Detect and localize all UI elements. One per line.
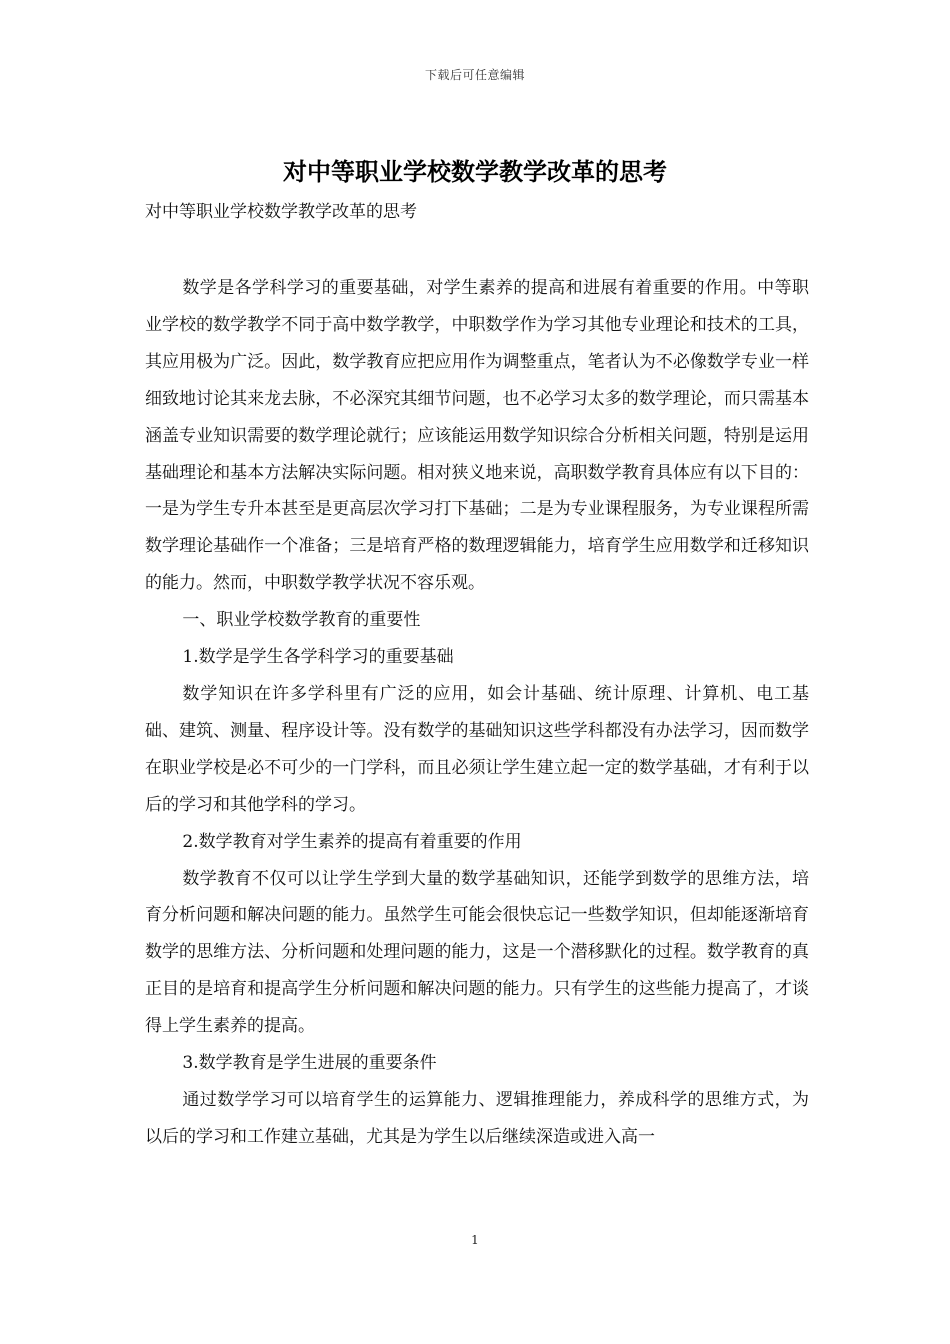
page-number: 1 — [471, 1233, 479, 1247]
subheading-3: 3.数学教育是学生进展的重要条件 — [182, 1053, 437, 1074]
document-body — [145, 270, 809, 1156]
section-heading-1: 一、职业学校数学教育的重要性 — [182, 610, 421, 631]
paragraph-3: 通过数学学习可以培育学生的运算能力、逻辑推理能力，养成科学的思维方式，为以后的学习和工作建立基础，尤其是为学生以后继续深造或进入高一 — [145, 1089, 809, 1147]
document-title: 对中等职业学校数学教学改革的思考 — [283, 157, 667, 186]
document-subtitle: 对中等职业学校数学教学改革的思考 — [145, 202, 417, 222]
paragraph-1: 数学知识在许多学科里有广泛的应用，如会计基础、统计原理、计算机、电工基础、建筑、测量、程序设计等。没有数学的基础知识这些学科都没有办法学习，因而数学在职业学校是必不可少的一门学科，而且必须让学生建立起一定的数学基础，才有利于以后的学习和其他学科的学习。 — [145, 683, 809, 815]
paragraph-2: 数学教育不仅可以让学生学到大量的数学基础知识，还能学到数学的思维方法，培育分析问题和解决问题的能力。虽然学生可能会很快忘记一些数学知识，但却能逐渐培育数学的思维方法、分析问题和处理问题的能力，这是一个潜移默化的过程。数学教育的真正目的是培育和提高学生分析问题和解决问题的能力。只有学生的这些能力提高了，才谈得上学生素养的提高。 — [145, 868, 809, 1037]
subheading-1: 1.数学是学生各学科学习的重要基础 — [182, 647, 454, 668]
paragraph-intro: 数学是各学科学习的重要基础，对学生素养的提高和进展有着重要的作用。中等职业学校的数学教学不同于高中数学教学，中职数学作为学习其他专业理论和技术的工具，其应用极为广泛。因此，数学教育应把应用作为调整重点，笔者认为不必像数学专业一样细致地讨论其来龙去脉，不必深究其细节问题，也不必学习太多的数学理论，而只需基本涵盖专业知识需要的数学理论就行；应该能运用数学知识综合分析相关问题，特别是运用基础理论和基本方法解决实际问题。相对狭义地来说，高职数学教育具体应有以下目的：一是为学生专升本甚至是更高层次学习打下基础；二是为专业课程服务，为专业课程所需数学理论基础作一个准备；三是培育严格的数理逻辑能力，培育学生应用数学和迁移知识的能力。然而，中职数学教学状况不容乐观。 — [145, 278, 809, 594]
header-note: 下载后可任意编辑 — [424, 68, 525, 82]
subheading-2: 2.数学教育对学生素养的提高有着重要的作用 — [182, 831, 522, 852]
